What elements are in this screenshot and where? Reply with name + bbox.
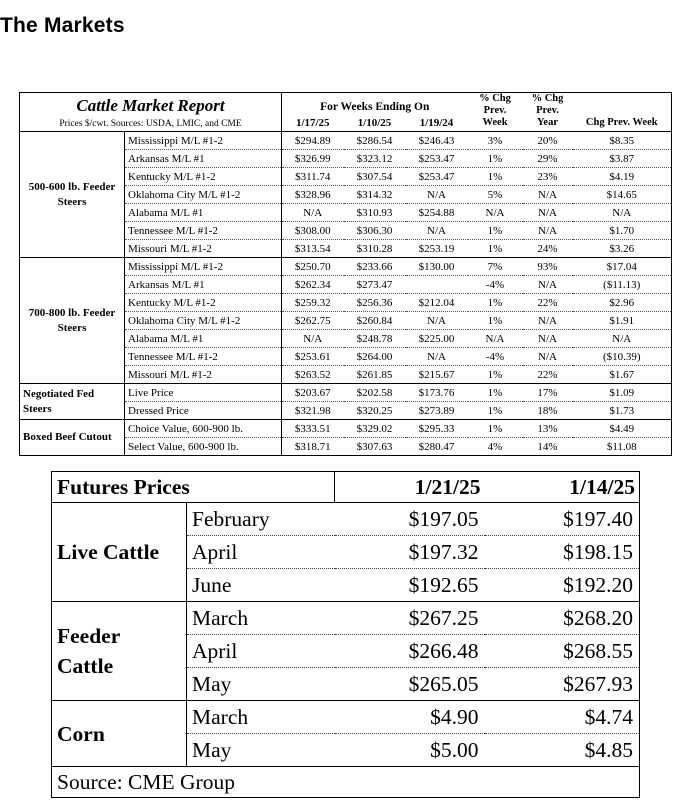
futures-header-row: [52, 472, 640, 503]
futures-prices-table: [51, 471, 640, 798]
price-week-2: $286.54: [344, 132, 406, 150]
market-name: Arkansas M/L #1: [125, 276, 282, 294]
pct-chg-week: 1%: [468, 168, 523, 186]
pct-chg-year: 23%: [523, 168, 573, 186]
report-row: [20, 258, 672, 276]
price-week-1: $308.00: [282, 222, 344, 240]
market-name: Kentucky M/L #1-2: [125, 168, 282, 186]
pct-chg-week: 1%: [468, 240, 523, 258]
price-week-2: $256.36: [344, 294, 406, 312]
header-pct-chg-week: % Chg Prev. Week: [468, 93, 523, 132]
futures-month: June: [187, 569, 335, 602]
price-week-3: $253.47: [406, 168, 468, 186]
chg-prev-week: $14.65: [573, 186, 672, 204]
chg-prev-week: ($11.13): [573, 276, 672, 294]
price-week-1: $326.99: [282, 150, 344, 168]
pct-chg-year: N/A: [523, 186, 573, 204]
price-week-2: $233.66: [344, 258, 406, 276]
market-name: Dressed Price: [125, 402, 282, 420]
futures-date-1: 1/21/25: [335, 472, 485, 503]
futures-group-label: Corn: [52, 701, 187, 767]
futures-month: April: [187, 635, 335, 668]
futures-price-2: $267.93: [485, 668, 640, 701]
market-name: Live Price: [125, 384, 282, 402]
chg-prev-week: N/A: [573, 204, 672, 222]
futures-month: May: [187, 734, 335, 767]
futures-row: [52, 701, 640, 734]
market-name: Alabama M/L #1: [125, 204, 282, 222]
cattle-market-report-table: [19, 92, 672, 456]
section-label: Boxed Beef Cutout: [20, 420, 125, 456]
header-pct-chg-year: % Chg Prev. Year: [523, 93, 573, 132]
pct-chg-week: 1%: [468, 312, 523, 330]
price-week-3: N/A: [406, 222, 468, 240]
price-week-1: $321.98: [282, 402, 344, 420]
pct-chg-week: -4%: [468, 348, 523, 366]
pct-chg-year: 22%: [523, 294, 573, 312]
report-subtitle: Prices $/cwt. Sources: USDA, LMIC, and CME: [59, 119, 242, 129]
chg-prev-week: N/A: [573, 330, 672, 348]
futures-price-1: $266.48: [335, 635, 485, 668]
pct-chg-week: 4%: [468, 438, 523, 456]
chg-prev-week: $1.09: [573, 384, 672, 402]
price-week-3: $253.47: [406, 150, 468, 168]
pct-chg-week: N/A: [468, 330, 523, 348]
futures-month: March: [187, 701, 335, 734]
futures-title: Futures Prices: [52, 472, 335, 503]
chg-prev-week: $11.08: [573, 438, 672, 456]
futures-price-1: $192.65: [335, 569, 485, 602]
price-week-3: N/A: [406, 186, 468, 204]
price-week-2: $306.30: [344, 222, 406, 240]
price-week-2: $314.32: [344, 186, 406, 204]
pct-chg-week: 1%: [468, 384, 523, 402]
price-week-2: $261.85: [344, 366, 406, 384]
price-week-3: $253.19: [406, 240, 468, 258]
pct-chg-week: 1%: [468, 420, 523, 438]
pct-chg-year: 93%: [523, 258, 573, 276]
price-week-3: N/A: [406, 348, 468, 366]
pct-chg-year: N/A: [523, 348, 573, 366]
futures-month: February: [187, 503, 335, 536]
price-week-1: $311.74: [282, 168, 344, 186]
pct-chg-year: N/A: [523, 222, 573, 240]
price-week-3: $130.00: [406, 258, 468, 276]
report-row: [20, 420, 672, 438]
pct-chg-year: 24%: [523, 240, 573, 258]
pct-chg-week: 1%: [468, 402, 523, 420]
pct-chg-year: N/A: [523, 276, 573, 294]
pct-chg-year: N/A: [523, 330, 573, 348]
pct-chg-year: 18%: [523, 402, 573, 420]
price-week-3: $212.04: [406, 294, 468, 312]
chg-prev-week: $8.35: [573, 132, 672, 150]
pct-chg-year: 29%: [523, 150, 573, 168]
page-title: The Markets: [0, 14, 125, 37]
market-name: Missouri M/L #1-2: [125, 240, 282, 258]
market-name: Oklahoma City M/L #1-2: [125, 312, 282, 330]
pct-chg-week: -4%: [468, 276, 523, 294]
futures-row: [52, 602, 640, 635]
report-header-row: [20, 93, 672, 115]
pct-chg-year: 22%: [523, 366, 573, 384]
section-label: 500-600 lb. Feeder Steers: [20, 132, 125, 258]
price-week-1: $328.96: [282, 186, 344, 204]
futures-price-1: $4.90: [335, 701, 485, 734]
pct-chg-week: 1%: [468, 366, 523, 384]
price-week-2: $329.02: [344, 420, 406, 438]
market-name: Alabama M/L #1: [125, 330, 282, 348]
market-name: Kentucky M/L #1-2: [125, 294, 282, 312]
futures-group-label: Feeder Cattle: [52, 602, 187, 701]
futures-row: [52, 503, 640, 536]
futures-month: May: [187, 668, 335, 701]
price-week-3: $225.00: [406, 330, 468, 348]
pct-chg-week: 3%: [468, 132, 523, 150]
price-week-3: $215.67: [406, 366, 468, 384]
report-row: [20, 384, 672, 402]
price-week-1: $263.52: [282, 366, 344, 384]
futures-price-2: $268.20: [485, 602, 640, 635]
price-week-1: $294.89: [282, 132, 344, 150]
pct-chg-week: N/A: [468, 204, 523, 222]
futures-date-2: 1/14/25: [485, 472, 640, 503]
chg-prev-week: $4.49: [573, 420, 672, 438]
chg-prev-week: $1.67: [573, 366, 672, 384]
price-week-1: $262.34: [282, 276, 344, 294]
market-name: Tennessee M/L #1-2: [125, 348, 282, 366]
futures-price-1: $197.32: [335, 536, 485, 569]
header-chg-prev-week: Chg Prev. Week: [573, 93, 672, 132]
price-week-1: $203.67: [282, 384, 344, 402]
report-row: [20, 132, 672, 150]
chg-prev-week: $1.73: [573, 402, 672, 420]
pct-chg-year: 17%: [523, 384, 573, 402]
futures-price-2: $4.85: [485, 734, 640, 767]
price-week-1: N/A: [282, 330, 344, 348]
price-week-3: $280.47: [406, 438, 468, 456]
report-body: [20, 132, 672, 456]
price-week-3: $173.76: [406, 384, 468, 402]
futures-source: Source: CME Group: [57, 770, 235, 794]
market-name: Mississippi M/L #1-2: [125, 132, 282, 150]
chg-prev-week: $2.96: [573, 294, 672, 312]
pct-chg-week: 7%: [468, 258, 523, 276]
futures-group-label: Live Cattle: [52, 503, 187, 602]
header-date-2: 1/10/25: [344, 114, 406, 131]
price-week-2: $307.54: [344, 168, 406, 186]
price-week-2: $310.28: [344, 240, 406, 258]
market-name: Choice Value, 600-900 lb.: [125, 420, 282, 438]
futures-price-2: $4.74: [485, 701, 640, 734]
market-name: Tennessee M/L #1-2: [125, 222, 282, 240]
price-week-1: $262.75: [282, 312, 344, 330]
pct-chg-year: 14%: [523, 438, 573, 456]
weeks-ending-label: For Weeks Ending On: [282, 93, 468, 115]
futures-price-2: $198.15: [485, 536, 640, 569]
futures-source-row: [52, 767, 640, 798]
report-title-cell: [20, 93, 282, 132]
chg-prev-week: $3.87: [573, 150, 672, 168]
price-week-1: $313.54: [282, 240, 344, 258]
futures-price-2: $268.55: [485, 635, 640, 668]
price-week-2: $323.12: [344, 150, 406, 168]
chg-prev-week: ($10.39): [573, 348, 672, 366]
futures-price-1: $265.05: [335, 668, 485, 701]
futures-price-2: $192.20: [485, 569, 640, 602]
chg-prev-week: $4.19: [573, 168, 672, 186]
price-week-3: $295.33: [406, 420, 468, 438]
chg-prev-week: $3.26: [573, 240, 672, 258]
price-week-2: $320.25: [344, 402, 406, 420]
chg-prev-week: $1.70: [573, 222, 672, 240]
price-week-3: $254.88: [406, 204, 468, 222]
header-date-1: 1/17/25: [282, 114, 344, 131]
price-week-2: $260.84: [344, 312, 406, 330]
price-week-2: $307.63: [344, 438, 406, 456]
market-name: Mississippi M/L #1-2: [125, 258, 282, 276]
price-week-3: N/A: [406, 312, 468, 330]
pct-chg-week: 1%: [468, 150, 523, 168]
futures-price-1: $5.00: [335, 734, 485, 767]
price-week-2: $273.47: [344, 276, 406, 294]
futures-price-2: $197.40: [485, 503, 640, 536]
pct-chg-week: 1%: [468, 294, 523, 312]
futures-price-1: $197.05: [335, 503, 485, 536]
futures-month: April: [187, 536, 335, 569]
price-week-2: $202.58: [344, 384, 406, 402]
market-name: Arkansas M/L #1: [125, 150, 282, 168]
futures-month: March: [187, 602, 335, 635]
chg-prev-week: $17.04: [573, 258, 672, 276]
price-week-1: $250.70: [282, 258, 344, 276]
futures-price-1: $267.25: [335, 602, 485, 635]
price-week-1: $333.51: [282, 420, 344, 438]
header-date-3: 1/19/24: [406, 114, 468, 131]
market-name: Select Value, 600-900 lb.: [125, 438, 282, 456]
pct-chg-week: 1%: [468, 222, 523, 240]
market-name: Oklahoma City M/L #1-2: [125, 186, 282, 204]
price-week-1: N/A: [282, 204, 344, 222]
pct-chg-year: 20%: [523, 132, 573, 150]
section-label: 700-800 lb. Feeder Steers: [20, 258, 125, 384]
price-week-1: $259.32: [282, 294, 344, 312]
pct-chg-week: 5%: [468, 186, 523, 204]
futures-body: [52, 472, 640, 798]
price-week-3: $246.43: [406, 132, 468, 150]
pct-chg-year: N/A: [523, 312, 573, 330]
price-week-3: $273.89: [406, 402, 468, 420]
price-week-2: $310.93: [344, 204, 406, 222]
market-name: Missouri M/L #1-2: [125, 366, 282, 384]
pct-chg-year: N/A: [523, 204, 573, 222]
chg-prev-week: $1.91: [573, 312, 672, 330]
report-title: Cattle Market Report: [76, 96, 225, 115]
price-week-2: $248.78: [344, 330, 406, 348]
pct-chg-year: 13%: [523, 420, 573, 438]
price-week-2: $264.00: [344, 348, 406, 366]
section-label: Negotiated Fed Steers: [20, 384, 125, 420]
price-week-1: $318.71: [282, 438, 344, 456]
price-week-3: [406, 276, 468, 294]
price-week-1: $253.61: [282, 348, 344, 366]
